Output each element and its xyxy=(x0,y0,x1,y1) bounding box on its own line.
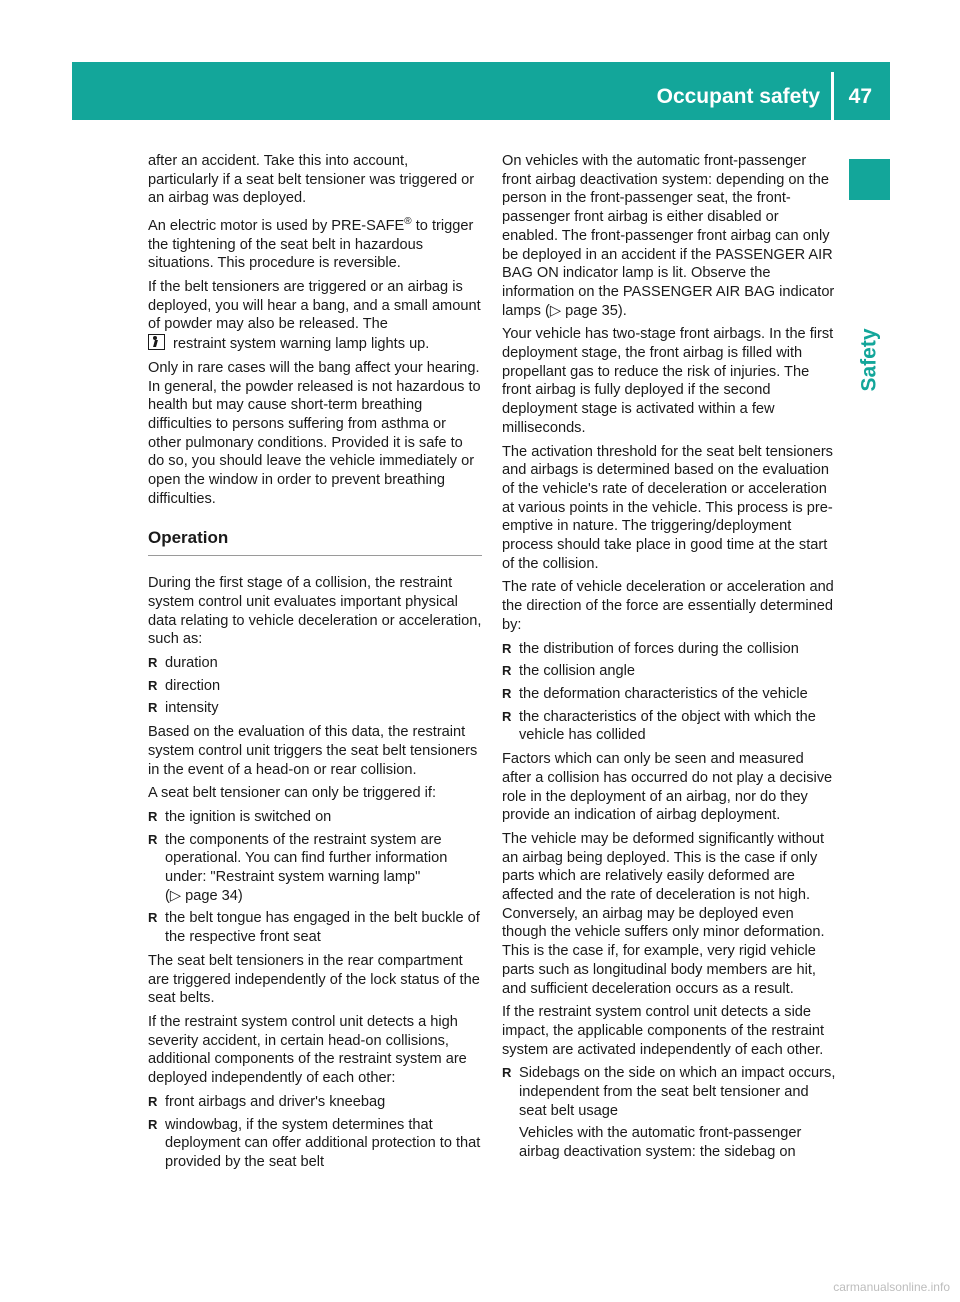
list-item: R the characteristics of the object with which the vehicle has collided xyxy=(502,708,816,744)
chapter-title: Occupant safety xyxy=(656,85,820,108)
left-column xyxy=(148,152,482,1177)
paragraph: A seat belt tensioner can only be triggered if: xyxy=(148,785,436,802)
bullet-icon: R xyxy=(148,831,158,847)
paragraph: Factors which can only be seen and measured after a collision has occurred do not play a decisive role in the deployment of an airbag, nor do they provide an indication of airbag deployment. xyxy=(502,751,833,824)
bullet-list xyxy=(148,1093,482,1172)
bullet-list xyxy=(502,1064,836,1162)
bullet-icon: R xyxy=(148,910,158,926)
watermark: carmanualsonline.info xyxy=(833,1280,950,1294)
list-item: R the components of the restraint system are operational. You can find further information under: "Restraint system warning lamp" (▷ page 34) xyxy=(148,831,448,904)
bullet-list xyxy=(148,808,482,947)
bullet-icon: R xyxy=(502,640,512,656)
side-tab-label: Safety xyxy=(858,328,881,392)
paragraph: If the belt tensioners are triggered or an airbag is deployed, you will hear a bang, and a small amount of powder may also be released. The restraint system warning lamp lights up. xyxy=(148,279,481,353)
header-bar xyxy=(72,62,890,120)
paragraph: Only in rare cases will the bang affect your hearing. In general, the powder released is not hazardous to health but may cause short-term breathing difficulties to persons suffering from asthma or other pulmonary conditions. Provided it is safe to do so, you should leave the vehicle immediately or open the window in order to prevent breathing difficulties. xyxy=(148,359,481,507)
paragraph: The seat belt tensioners in the rear compartment are triggered independently of the lock status of the seat belts. xyxy=(148,952,480,1007)
bullet-icon: R xyxy=(502,708,512,724)
bullet-icon: R xyxy=(148,700,158,716)
bullet-icon: R xyxy=(502,663,512,679)
list-item-subparagraph: Vehicles with the automatic front-passenger airbag deactivation system: the sidebag on xyxy=(519,1125,802,1161)
paragraph: If the restraint system control unit detects a high severity accident, in certain head-on collisions, additional components of the restraint system are deployed independently of each other: xyxy=(148,1013,467,1087)
list-item: R the ignition is switched on xyxy=(148,808,332,825)
bullet-icon: R xyxy=(148,655,158,671)
bullet-icon: R xyxy=(502,1065,512,1081)
side-tab-block xyxy=(849,159,890,200)
list-item: R the distribution of forces during the collision xyxy=(502,640,799,657)
list-item: R direction xyxy=(148,677,221,694)
bullet-icon: R xyxy=(148,1093,158,1109)
list-item: R Sidebags on the side on which an impact occurs, independent from the seat belt tensioner and seat belt usage Vehicles with the automatic front-passenger airbag deactivation system: the sidebag on xyxy=(502,1065,836,1161)
registered-mark: ® xyxy=(404,216,412,228)
bullet-icon: R xyxy=(502,685,512,701)
paragraph: The rate of vehicle deceleration or acceleration and the direction of the force are essentially determined by: xyxy=(502,579,834,633)
list-item: R windowbag, if the system determines that deployment can offer additional protection to that provided by the seat belt xyxy=(148,1116,481,1170)
header-divider xyxy=(831,72,834,120)
bullet-icon: R xyxy=(148,808,158,824)
list-item: R the belt tongue has engaged in the belt buckle of the respective front seat xyxy=(148,910,480,946)
paragraph: The activation threshold for the seat belt tensioners and airbags is determined based on the evaluation of the vehicle's rate of deceleration or acceleration at various points in the vehicle. This process is pre-emptive in nature. The triggering/deployment process should take place in good time at the start of the collision. xyxy=(502,443,833,572)
section-heading-operation: Operation xyxy=(148,529,482,557)
bullet-icon: R xyxy=(148,677,158,693)
bullet-list xyxy=(148,654,482,718)
paragraph: after an accident. Take this into account, particularly if a seat belt tensioner was triggered or an airbag was deployed. xyxy=(148,153,475,207)
paragraph: Your vehicle has two-stage front airbags. In the first deployment stage, the front airbag is filled with propellant gas to reduce the risk of injuries. The front airbag is fully deployed if the second deployment stage is activated within a few milliseconds. xyxy=(502,326,834,436)
right-column xyxy=(502,152,836,1167)
paragraph: If the restraint system control unit detects a side impact, the applicable components of the restraint system are activated independently of each other. xyxy=(502,1004,825,1058)
list-item: R the collision angle xyxy=(502,663,636,680)
page-reference[interactable]: (▷ page 34) xyxy=(165,887,243,904)
page-reference[interactable]: ▷ page 35). xyxy=(549,302,627,319)
bullet-list xyxy=(502,640,836,746)
paragraph: An electric motor is used by PRE-SAFE® to trigger the tightening of the seat belt in hazardous situations. This procedure is reversible. xyxy=(148,216,474,272)
page-number: 47 xyxy=(848,85,872,108)
paragraph: On vehicles with the automatic front-passenger front airbag deactivation system: depending on the person in the front-passenger seat, the front-passenger front airbag is either disabled or enabled. The front-passenger front airbag can only be deployed in an accident if the PASSENGER AIR BAG ON indicator lamp is lit. Observe the information on the PASSENGER AIR BAG indicator lamps (▷ page 35). xyxy=(502,153,835,319)
paragraph: Based on the evaluation of this data, the restraint system control unit triggers the seat belt tensioners in the event of a head-on or rear collision. xyxy=(148,724,478,778)
list-item: R duration xyxy=(148,655,218,672)
list-item: R front airbags and driver's kneebag xyxy=(148,1093,386,1110)
paragraph: The vehicle may be deformed significantly without an airbag being deployed. This is the case if only parts which are relatively easily deformed are affected and the rate of deceleration is not high. Conversely, an airbag may be deployed even though the vehicle suffers only minor deformation. This is the case if, for example, very rigid vehicle parts such as longitudinal body members are hit, and sufficient deceleration occurs as a result. xyxy=(502,830,825,997)
bullet-icon: R xyxy=(148,1116,158,1132)
list-item: R the deformation characteristics of the vehicle xyxy=(502,685,808,702)
restraint-warning-icon xyxy=(148,334,165,350)
paragraph: During the first stage of a collision, the restraint system control unit evaluates important physical data relating to vehicle deceleration or acceleration, such as: xyxy=(148,575,482,648)
list-item: R intensity xyxy=(148,700,219,717)
